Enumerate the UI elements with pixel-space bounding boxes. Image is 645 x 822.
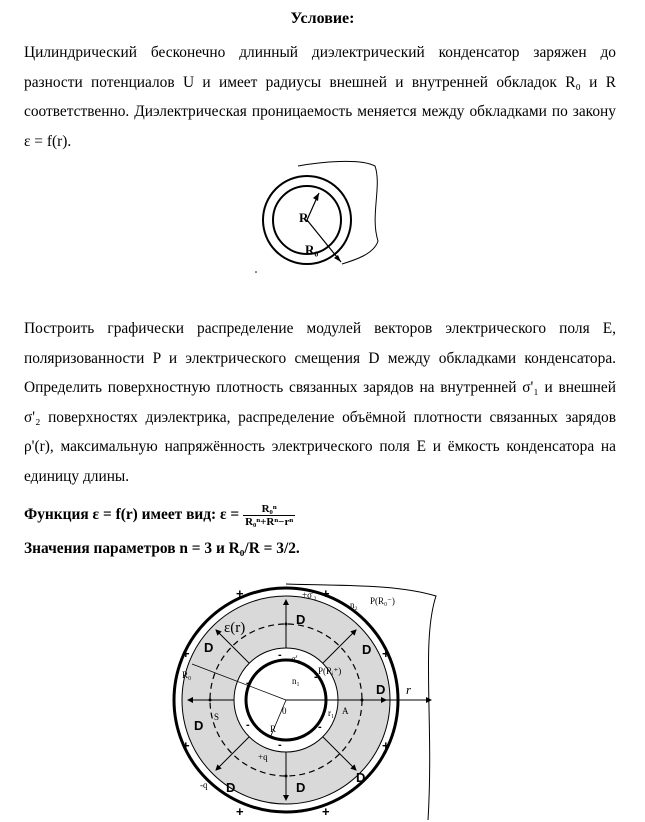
capacitor-cross-section-figure <box>250 156 390 280</box>
A-label: A <box>342 706 349 716</box>
minus-q-label: -q <box>200 780 208 790</box>
P-outer-label: P(R₀⁻) <box>370 596 395 606</box>
svg-text:+: + <box>322 804 330 819</box>
D-label: D <box>194 718 204 733</box>
svg-text:+: + <box>382 738 390 753</box>
svg-text:-: - <box>278 739 282 751</box>
D-label: D <box>296 612 306 627</box>
label-R0: R₀ <box>305 242 319 257</box>
svg-text:+: + <box>236 804 244 819</box>
condition-paragraph: Цилиндрический бесконечно длинный диэлектрический конденсатор заряжен до разности потенциалов U и имеет радиусы внешней и внутренней обкладок R₀ и R соответственно. Диэлектрическая проницаемость меняется между обкладками по закону ε = f(r). <box>24 44 616 150</box>
function-prefix: Функция ε = f(r) имеет вид: ε = <box>24 506 240 524</box>
plus-q-label: +q <box>258 752 268 762</box>
svg-text:+: + <box>236 586 244 601</box>
label-R: R <box>299 210 309 225</box>
D-label: D <box>204 640 214 655</box>
sigma1-label: -σ'₁ <box>288 654 301 664</box>
D-label: D <box>296 780 306 795</box>
svg-text:+: + <box>382 646 390 661</box>
svg-text:-: - <box>246 677 250 689</box>
r1-label: r₁ <box>328 708 335 718</box>
D-label: D <box>356 770 366 785</box>
epsilon-label: ε(r) <box>224 620 246 636</box>
svg-text:+: + <box>182 738 190 753</box>
n2-label: n₂ <box>350 600 358 610</box>
svg-text:-: - <box>278 649 282 661</box>
S-label: S <box>214 712 220 722</box>
svg-text:-: - <box>246 719 250 731</box>
svg-text:-: - <box>318 721 322 733</box>
epsilon-fraction <box>243 503 295 528</box>
svg-text:-: - <box>314 671 318 683</box>
r-axis-label: r <box>406 682 412 697</box>
D-label: D <box>226 780 236 795</box>
svg-text:+: + <box>182 646 190 661</box>
P-inner-label: P(Rᵢ⁺) <box>318 666 342 676</box>
task-paragraph: Построить графически распределение модулей векторов электрического поля E, поляризованности P и электрического смещения D между обкладками конденсатора. Определить поверхностную плотность связанных зарядов на внутренней σ'₁ и внешней σ'₂ поверхностях диэлектрика, распределение объёмной плотности связанных зарядов ρ'(r), максимальную напряжённость электрического поля E и ёмкость конденсатора на единицу длины. <box>24 320 616 485</box>
function-line <box>24 503 295 528</box>
svg-text:+: + <box>322 586 330 601</box>
parameters-line: Значения параметров n = 3 и R₀/R = 3/2. <box>24 540 300 557</box>
fraction-numerator: R₀ⁿ <box>243 503 295 516</box>
R-label: R <box>270 724 277 734</box>
R0-label: R₀ <box>182 670 192 680</box>
field-distribution-figure <box>166 582 446 822</box>
D-label: D <box>376 682 386 697</box>
n1-label: n₁ <box>292 676 300 686</box>
heading: Условие: <box>290 10 355 27</box>
fraction-denominator: R₀ⁿ+Rⁿ−rⁿ <box>245 516 294 528</box>
D-label: D <box>362 642 372 657</box>
origin-label: 0 <box>282 706 287 716</box>
sigma2-label: +σ'₂ <box>302 590 317 600</box>
